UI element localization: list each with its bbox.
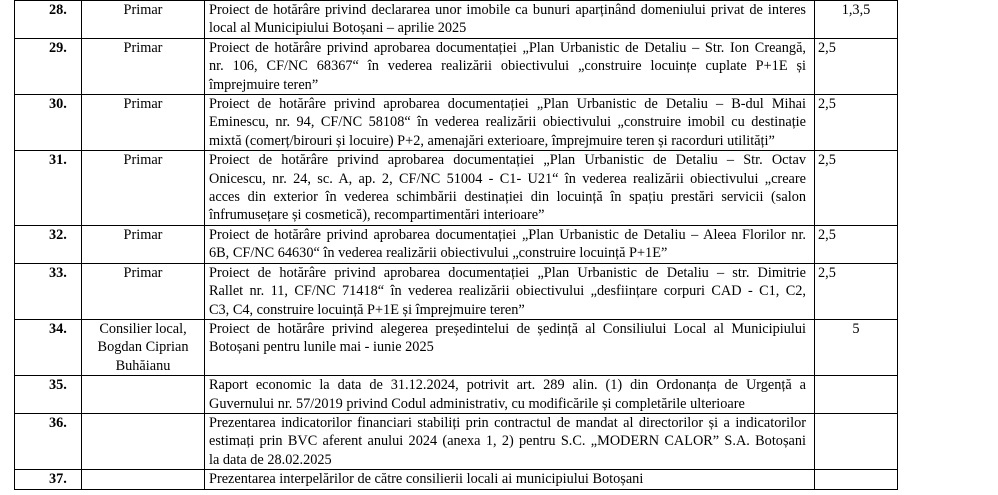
table-row (15, 376, 898, 414)
agenda-table (14, 0, 898, 490)
description-cell (205, 95, 815, 151)
description-line: acces din exterior în vederea schimbării destinației din locuință în spațiu prestări servicii (salon (209, 189, 806, 206)
description-cell (205, 1, 815, 39)
commission-cell: 5 (815, 319, 898, 375)
description-line: Prezentarea indicatorilor financiari stabiliți prin contractul de mandat al directorilor și a indicatorilor (209, 414, 806, 431)
description-cell (205, 413, 815, 469)
commission-cell: 2,5 (815, 225, 898, 263)
description-line: Eminescu, nr. 94, CF/NC 58108“ în vederea realizării obiectivului „construire imobil cu destinație (209, 114, 806, 131)
description-line: Guvernului nr. 57/2019 privind Codul administrativ, cu modificările și completările ulterioare (209, 395, 745, 412)
description-line: Onicescu, nr. 24, sc. A, ap. 2, CF/NC 51004 - C1- U21“ în vederea realizării obiectivului „creare (209, 170, 806, 187)
description-line: Botoșani pentru lunile mai - iunie 2025 (209, 339, 434, 356)
table-row (15, 470, 898, 489)
initiator-line: Primar (123, 264, 163, 281)
initiator-line: Primar (123, 39, 163, 56)
row-number: 31. (15, 151, 82, 226)
initiator-line: Primar (123, 226, 163, 243)
description-cell (205, 319, 815, 375)
initiator-cell (82, 225, 205, 263)
initiator-cell (82, 470, 205, 489)
commission-cell: 1,3,5 (815, 1, 898, 39)
row-number: 30. (15, 95, 82, 151)
initiator-line: Primar (123, 152, 163, 169)
row-number: 28. (15, 1, 82, 39)
row-number: 36. (15, 413, 82, 469)
initiator-line: Primar (123, 96, 163, 113)
description-line: Proiect de hotărâre privind aprobarea documentației „Plan Urbanistic de Detaliu – Aleea Florilor nr. (209, 226, 806, 243)
table-row (15, 413, 898, 469)
row-number: 29. (15, 38, 82, 94)
initiator-cell (82, 1, 205, 39)
description-cell (205, 225, 815, 263)
table-row (15, 225, 898, 263)
description-cell (205, 470, 815, 489)
description-line: Proiect de hotărâre privind aprobarea documentației „Plan Urbanistic de Detaliu – B-dul Mihai (209, 96, 806, 113)
commission-cell: 2,5 (815, 151, 898, 226)
table-row (15, 95, 898, 151)
description-line: nr. 106, CF/NC 68367“ în vederea realizării obiectivului „construire locuințe cuplate P+1E și (209, 58, 806, 75)
description-line: Rallet nr. 11, CF/NC 71418“ în vederea realizării obiectivului „desființare corpuri CAD - C1, C2, (209, 283, 806, 300)
description-line: estimați prin BVC aferent anului 2024 (anexa 1, 2) pentru S.C. „MODERN CALOR” S.A. Botoșani (209, 433, 806, 450)
description-line: C3, C4, construire locuință P+1E și împrejmuire teren” (209, 301, 525, 318)
description-line: Proiect de hotărâre privind alegerea președintelui de ședință al Consiliului Local al Municipiului (209, 320, 806, 337)
table-row (15, 38, 898, 94)
initiator-cell (82, 38, 205, 94)
description-line: Proiect de hotărâre privind declararea unor imobile ca bunuri aparținând domeniului privat de interes (209, 2, 806, 18)
initiator-line: Bogdan Ciprian (97, 339, 189, 356)
row-number: 32. (15, 225, 82, 263)
description-line: Proiect de hotărâre privind aprobarea documentației „Plan Urbanistic de Detaliu – Str. Ion Creangă, (209, 39, 806, 56)
description-cell (205, 38, 815, 94)
description-cell (205, 263, 815, 319)
description-line: Proiect de hotărâre privind aprobarea documentației „Plan Urbanistic de Detaliu – Str. Octav (209, 152, 806, 169)
row-number: 33. (15, 263, 82, 319)
initiator-cell (82, 413, 205, 469)
initiator-cell (82, 95, 205, 151)
description-line: Raport economic la data de 31.12.2024, potrivit art. 289 alin. (1) din Ordonanța de Urgență a (209, 377, 806, 394)
table-row (15, 151, 898, 226)
description-cell (205, 376, 815, 414)
description-line: local al Municipiului Botoșani – aprilie 2025 (209, 20, 467, 37)
initiator-cell (82, 376, 205, 414)
description-cell (205, 151, 815, 226)
description-line: înfrumusețare și cosmetică), recompartimentări interioare” (209, 207, 545, 224)
commission-cell: 2,5 (815, 263, 898, 319)
initiator-cell (82, 319, 205, 375)
table-row (15, 1, 898, 39)
row-number: 37. (15, 470, 82, 489)
initiator-cell (82, 151, 205, 226)
description-line: împrejmuire teren” (209, 76, 319, 93)
commission-cell (815, 413, 898, 469)
description-line: Prezentarea interpelărilor de către consilierii locali ai municipiului Botoșani (209, 471, 644, 488)
initiator-line: Primar (123, 2, 163, 18)
commission-cell: 2,5 (815, 38, 898, 94)
table-row (15, 319, 898, 375)
initiator-line: Buhăianu (115, 357, 171, 374)
table-row (15, 263, 898, 319)
description-line: 6B, CF/NC 64630“ în vederea realizării obiectivului „construire locuință P+1E” (209, 245, 668, 262)
row-number: 34. (15, 319, 82, 375)
description-line: mixtă (comerț/birouri și locuire) P+2, amenajări exterioare, împrejmuire teren și racorduri utilități” (209, 132, 775, 149)
commission-cell: 2,5 (815, 95, 898, 151)
description-line: Proiect de hotărâre privind aprobarea documentației „Plan Urbanistic de Detaliu – str. Dimitrie (209, 264, 806, 281)
initiator-line: Consilier local, (99, 320, 187, 337)
description-line: la data de 28.02.2025 (209, 451, 332, 468)
commission-cell (815, 470, 898, 489)
row-number: 35. (15, 376, 82, 414)
commission-cell (815, 376, 898, 414)
initiator-cell (82, 263, 205, 319)
